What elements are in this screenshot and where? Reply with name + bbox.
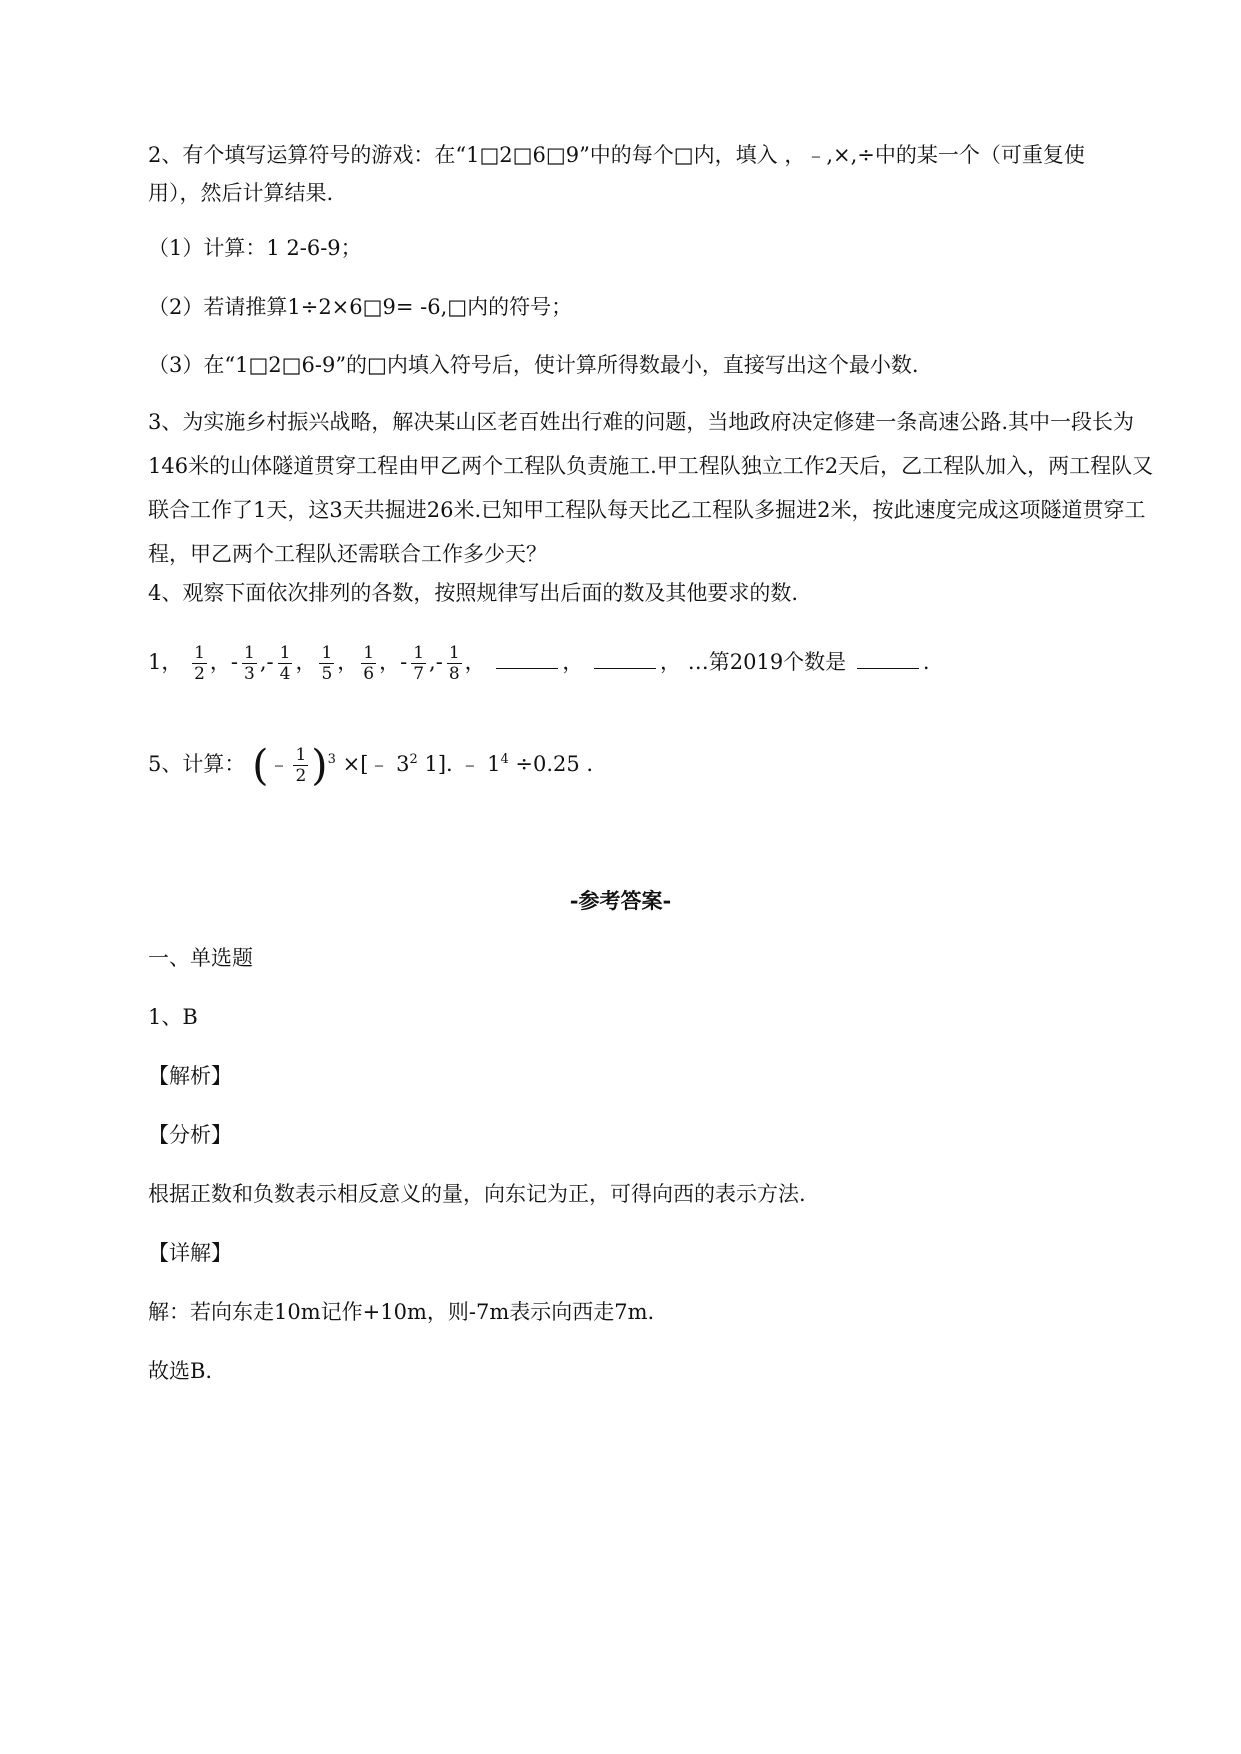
fraction xyxy=(361,643,376,684)
fraction xyxy=(192,643,207,684)
separator: ， xyxy=(209,650,231,674)
q5-inner-rest: 1]. xyxy=(424,752,453,776)
fraction-sign: - xyxy=(230,650,238,674)
answer-blank-3[interactable] xyxy=(857,650,919,669)
sequence-fraction xyxy=(266,643,317,684)
fraction-num: 1 xyxy=(279,643,291,663)
fraction-num: 1 xyxy=(321,643,333,663)
section-heading: 一、单选题 xyxy=(148,946,253,970)
fraction-sign: - xyxy=(435,650,443,674)
fraction-num: 1 xyxy=(194,643,205,663)
seq-fractions xyxy=(189,643,486,684)
fraction xyxy=(411,643,426,684)
answer-item: 1、B xyxy=(148,1005,198,1029)
q5-label: 5、计算： xyxy=(148,752,246,776)
separator: ， xyxy=(295,650,317,674)
seq-end: . xyxy=(922,650,930,674)
fraction-num: 1 xyxy=(244,643,255,663)
fraction-den: 7 xyxy=(413,664,425,684)
sequence-fraction xyxy=(358,643,401,684)
fraction xyxy=(319,643,334,684)
fraction xyxy=(242,643,257,684)
sequence-fraction xyxy=(435,643,486,684)
fenxi-label: 【分析】 xyxy=(148,1123,232,1147)
fraction-sign: - xyxy=(400,650,408,674)
seq-tail: …第2019个数是 xyxy=(687,650,847,674)
xiangjie-label: 【详解】 xyxy=(148,1241,232,1265)
q3-text: 3、为实施乡村振兴战略，解决某山区老百姓出行难的问题，当地政府决定修建一条高速公路.其中一段长为146米的山体隧道贯穿工程由甲乙两个工程队负责施工.甲工程队独立工作2天后，乙工程队加入，两工程队又联合工作了1天，这3天共掘进26米.已知甲工程队每天比乙工程队多掘进2米，按此速度完成这项隧道贯穿工程，甲乙两个工程队还需联合工作多少天？ xyxy=(148,410,1154,566)
fraction-den: 3 xyxy=(244,664,255,684)
q5-exp: 3 xyxy=(327,752,336,767)
solution-text: 解：若向东走10m记作+10m，则-7m表示向西走7m. xyxy=(148,1300,655,1324)
q5-frac-den: 2 xyxy=(295,766,307,786)
q5-middle: ×[ xyxy=(342,752,369,776)
q2-sub2: （2）若请推算1÷2×6□9= -6,□内的符号； xyxy=(148,295,573,319)
q5-tail: ÷0.25 . xyxy=(515,752,594,776)
left-paren: ( xyxy=(252,740,269,790)
answer-blank-2[interactable] xyxy=(594,650,656,669)
conclusion-text: 故选B. xyxy=(148,1359,213,1383)
separator: , xyxy=(259,650,267,674)
fraction xyxy=(447,643,462,684)
fraction-den: 2 xyxy=(194,664,205,684)
q5-expression: 5、计算： (﹣ $\frac{1}{2}$ )$^3$ ×[﹣ $3^2$ 1]. ﹣ $1^4 \div 0.25$ . xyxy=(148,740,594,790)
q2-sub3: （3）在“1□2□6-9”的□内填入符号后，使计算所得数最小，直接写出这个最小数. xyxy=(148,353,919,377)
answer-blank-1[interactable] xyxy=(496,650,558,669)
fraction-num: 1 xyxy=(448,643,460,663)
fraction-den: 6 xyxy=(363,664,375,684)
fraction-den: 4 xyxy=(279,664,291,684)
sequence-fraction xyxy=(400,643,436,684)
q2-line1: 2、有个填写运算符号的游戏：在“1□2□6□9”中的每个□内，填入 ，﹣,×,÷中的某一个（可重复使 xyxy=(148,143,1085,167)
q5-fraction xyxy=(293,745,308,786)
sequence-fraction xyxy=(189,643,231,684)
answers-title: -参考答案- xyxy=(569,888,672,913)
jiexi-label: 【解析】 xyxy=(148,1064,232,1088)
sequence-fraction xyxy=(316,643,359,684)
q4-text: 4、观察下面依次排列的各数，按照规律写出后面的数及其他要求的数. xyxy=(148,581,799,605)
q5-inner: 3 xyxy=(396,752,410,776)
q4-sequence: 1， $\frac{1}{2}$ ，- $\frac{1}{3}$ ,- $\frac{1}{4}$ ， $\frac{1}{5}$ ， $\frac{1}{6}$ ，- $\frac{1}{7}$ ,- $\frac{1}{8}$ ， ， ， …第2019个数是 . xyxy=(148,643,930,684)
sequence-fraction xyxy=(230,643,267,684)
q5-last: 1 xyxy=(487,752,501,776)
q5-last-exp: 4 xyxy=(500,752,509,767)
fraction-num: 1 xyxy=(363,643,375,663)
seq-start: 1， xyxy=(148,650,183,674)
separator: , xyxy=(429,650,436,674)
fraction-den: 8 xyxy=(448,664,460,684)
separator: ， xyxy=(464,650,486,674)
fraction-num: 1 xyxy=(413,643,425,663)
fraction-den: 5 xyxy=(321,664,333,684)
right-paren: ) xyxy=(311,740,328,790)
separator: ， xyxy=(379,650,401,674)
q2-sub1: （1）计算：1 2-6-9； xyxy=(148,236,362,260)
analysis-text: 根据正数和负数表示相反意义的量，向东记为正，可得向西的表示方法. xyxy=(148,1182,806,1206)
q5-inner-exp: 2 xyxy=(409,752,418,767)
fraction-sign: - xyxy=(266,650,274,674)
fraction xyxy=(278,643,293,684)
q2-line2: 用），然后计算结果. xyxy=(148,181,334,205)
q5-frac-num: 1 xyxy=(295,745,307,765)
separator: ， xyxy=(337,650,359,674)
